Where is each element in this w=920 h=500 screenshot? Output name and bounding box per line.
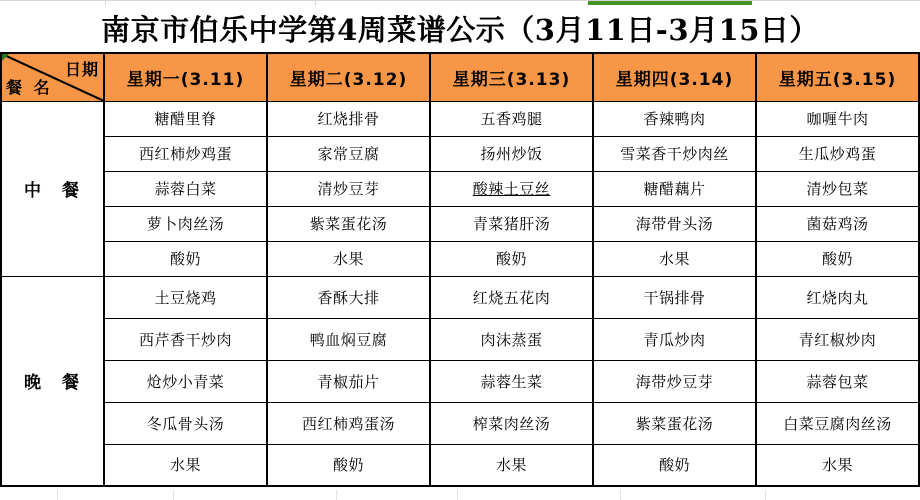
dish-cell: 蒜蓉生菜 [430,360,593,402]
dish-cell: 酸奶 [430,241,593,276]
dish-cell: 蒜蓉白菜 [104,171,267,206]
page-title: 南京市伯乐中学第4周菜谱公示（3月11日-3月15日） [101,12,819,47]
dish-cell: 糖醋里脊 [104,101,267,136]
dish-cell: 西红柿鸡蛋汤 [267,402,430,444]
gridline-tick [457,490,458,500]
dish-cell: 水果 [267,241,430,276]
dish-cell: 土豆烧鸡 [104,276,267,318]
dish-cell: 清炒豆芽 [267,171,430,206]
dish-cell: 酸辣土豆丝 [430,171,593,206]
dish-cell: 青红椒炒肉 [756,318,919,360]
corner-cell [1,53,104,101]
dish-cell: 紫菜蛋花汤 [267,206,430,241]
dish-cell: 酸奶 [104,241,267,276]
lunch-row [1,101,919,136]
dish-cell: 西芹香干炒肉 [104,318,267,360]
dish-cell: 五香鸡腿 [430,101,593,136]
dinner-row [1,318,919,360]
dish-cell: 咖喱牛肉 [756,101,919,136]
dish-cell: 水果 [104,444,267,486]
dinner-row [1,402,919,444]
corner-label-date: 日期 [64,60,99,79]
meal-label-dinner: 晚 餐 [1,276,104,486]
dish-cell: 红烧五花肉 [430,276,593,318]
dish-cell: 水果 [430,444,593,486]
day-header-thursday: 星期四(3.14) [593,53,756,101]
lunch-row [1,206,919,241]
gridline-tick [57,490,58,500]
dish-cell: 榨菜肉丝汤 [430,402,593,444]
dish-cell: 糖醋藕片 [593,171,756,206]
gridline-tick [173,490,174,500]
day-header-friday: 星期五(3.15) [756,53,919,101]
dish-cell: 海带炒豆芽 [593,360,756,402]
dish-cell: 炝炒小青菜 [104,360,267,402]
day-header-monday: 星期一(3.11) [104,53,267,101]
dish-cell: 水果 [593,241,756,276]
dish-cell: 扬州炒饭 [430,136,593,171]
dish-cell: 红烧排骨 [267,101,430,136]
menu-table [0,52,920,487]
dish-cell: 青瓜炒肉 [593,318,756,360]
dish-cell: 酸奶 [593,444,756,486]
dish-cell: 青菜猪肝汤 [430,206,593,241]
dinner-row [1,276,919,318]
dish-cell: 生瓜炒鸡蛋 [756,136,919,171]
meal-label-lunch: 中 餐 [1,101,104,276]
dish-cell: 菌菇鸡汤 [756,206,919,241]
dish-cell: 水果 [756,444,919,486]
lunch-row [1,171,919,206]
dish-cell: 海带骨头汤 [593,206,756,241]
day-header-tuesday: 星期二(3.12) [267,53,430,101]
dish-cell: 紫菜蛋花汤 [593,402,756,444]
corner-label-meal: 餐 名 [6,77,53,97]
dish-cell: 蒜蓉包菜 [756,360,919,402]
bottom-gridlines [0,490,920,500]
dish-cell: 清炒包菜 [756,171,919,206]
gridline-tick [620,490,621,500]
dinner-row [1,444,919,486]
dish-cell: 鸭血焖豆腐 [267,318,430,360]
dinner-row [1,360,919,402]
gridline-tick [336,490,337,500]
dish-cell: 酸奶 [267,444,430,486]
dish-cell: 萝卜肉丝汤 [104,206,267,241]
cell-error-flag-icon [2,54,9,61]
gridline-tick [765,490,766,500]
dish-cell: 香辣鸭肉 [593,101,756,136]
header-row [1,53,919,101]
lunch-row [1,241,919,276]
dish-cell: 西红柿炒鸡蛋 [104,136,267,171]
dish-cell: 家常豆腐 [267,136,430,171]
dish-cell: 香酥大排 [267,276,430,318]
day-header-wednesday: 星期三(3.13) [430,53,593,101]
dish-cell: 雪菜香干炒肉丝 [593,136,756,171]
dish-cell: 青椒茄片 [267,360,430,402]
dish-cell: 干锅排骨 [593,276,756,318]
lunch-row [1,136,919,171]
dish-cell: 肉沫蒸蛋 [430,318,593,360]
dish-cell: 白菜豆腐肉丝汤 [756,402,919,444]
dish-cell: 冬瓜骨头汤 [104,402,267,444]
dish-cell: 酸奶 [756,241,919,276]
dish-cell: 红烧肉丸 [756,276,919,318]
